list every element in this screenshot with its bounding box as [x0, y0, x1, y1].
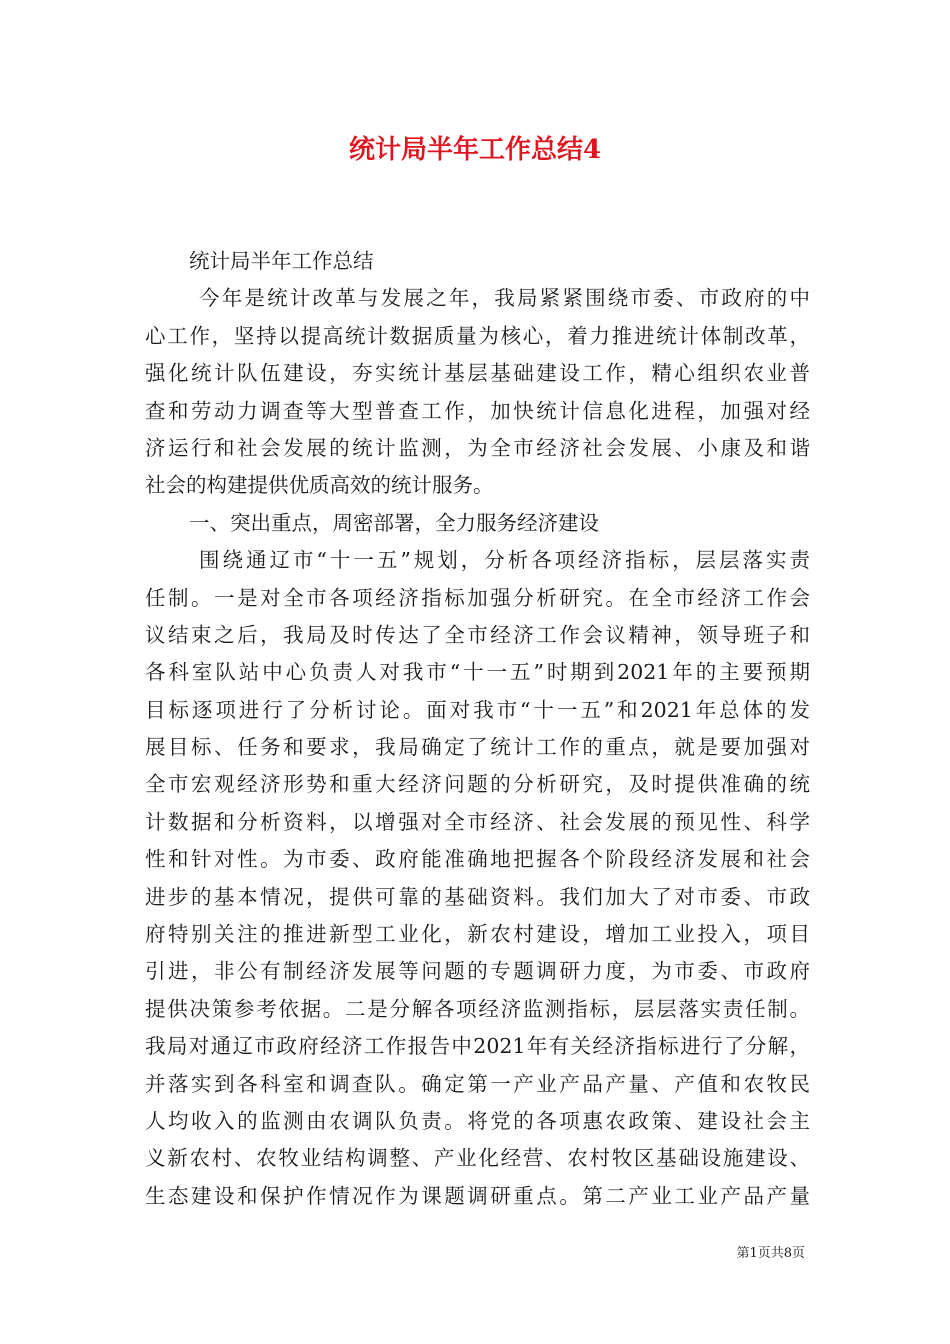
paragraph-line: 提供决策参考依据。二是分解各项经济监测指标，层层落实责任制。 [145, 996, 810, 1021]
paragraph-line: 心工作，坚持以提高统计数据质量为核心，着力推进统计体制改革， [145, 323, 810, 348]
paragraph-line: 并落实到各科室和调查队。确定第一产业产品产量、产值和农牧民 [145, 1071, 810, 1096]
paragraph-line: 府特别关注的推进新型工业化，新农村建设，增加工业投入，项目 [145, 922, 810, 947]
page-number: 第1页共8页 [736, 1246, 805, 1261]
document-title: 统计局半年工作总结4 [348, 135, 602, 165]
paragraph-line: 统计局半年工作总结 [189, 249, 374, 273]
paragraph-line: 进步的基本情况，提供可靠的基础资料。我们加大了对市委、市政 [145, 884, 810, 909]
paragraph-line: 今年是统计改革与发展之年，我局紧紧围绕市委、市政府的中 [199, 286, 810, 311]
paragraph-line: 全市宏观经济形势和重大经济问题的分析研究，及时提供准确的统 [145, 772, 810, 797]
paragraph-line: 社会的构建提供优质高效的统计服务。 [145, 473, 494, 498]
document-body [145, 243, 810, 1215]
paragraph-line: 展目标、任务和要求，我局确定了统计工作的重点，就是要加强对 [145, 735, 810, 760]
paragraph-line: 目标逐项进行了分析讨论。面对我市“十一五”和2021年总体的发 [145, 697, 810, 722]
paragraph-line: 任制。一是对全市各项经济指标加强分析研究。在全市经济工作会 [145, 585, 810, 610]
paragraph-line: 义新农村、农牧业结构调整、产业化经营、农村牧区基础设施建设、 [145, 1146, 810, 1171]
paragraph-line: 计数据和分析资料，以增强对全市经济、社会发展的预见性、科学 [145, 809, 810, 834]
paragraph-line: 查和劳动力调查等大型普查工作，加快统计信息化进程，加强对经 [145, 398, 810, 423]
paragraph-line: 济运行和社会发展的统计监测，为全市经济社会发展、小康及和谐 [145, 435, 810, 460]
paragraph-line: 强化统计队伍建设，夯实统计基层基础建设工作，精心组织农业普 [145, 361, 810, 386]
paragraph-line: 我局对通辽市政府经济工作报告中2021年有关经济指标进行了分解， [145, 1034, 810, 1059]
paragraph-line: 一、突出重点，周密部署，全力服务经济建设 [189, 510, 599, 535]
paragraph-line: 生态建设和保护作情况作为课题调研重点。第二产业工业产品产量 [145, 1183, 810, 1208]
paragraph-line: 议结束之后，我局及时传达了全市经济工作会议精神，领导班子和 [145, 622, 810, 647]
paragraph-line: 各科室队站中心负责人对我市“十一五”时期到2021年的主要预期 [145, 660, 810, 685]
paragraph-line: 引进，非公有制经济发展等问题的专题调研力度，为市委、市政府 [145, 959, 810, 984]
paragraph-line: 围绕通辽市“十一五”规划，分析各项经济指标，层层落实责 [199, 548, 810, 573]
paragraph-line: 性和针对性。为市委、政府能准确地把握各个阶段经济发展和社会 [145, 847, 810, 872]
paragraph-line: 人均收入的监测由农调队负责。将党的各项惠农政策、建设社会主 [145, 1108, 810, 1133]
